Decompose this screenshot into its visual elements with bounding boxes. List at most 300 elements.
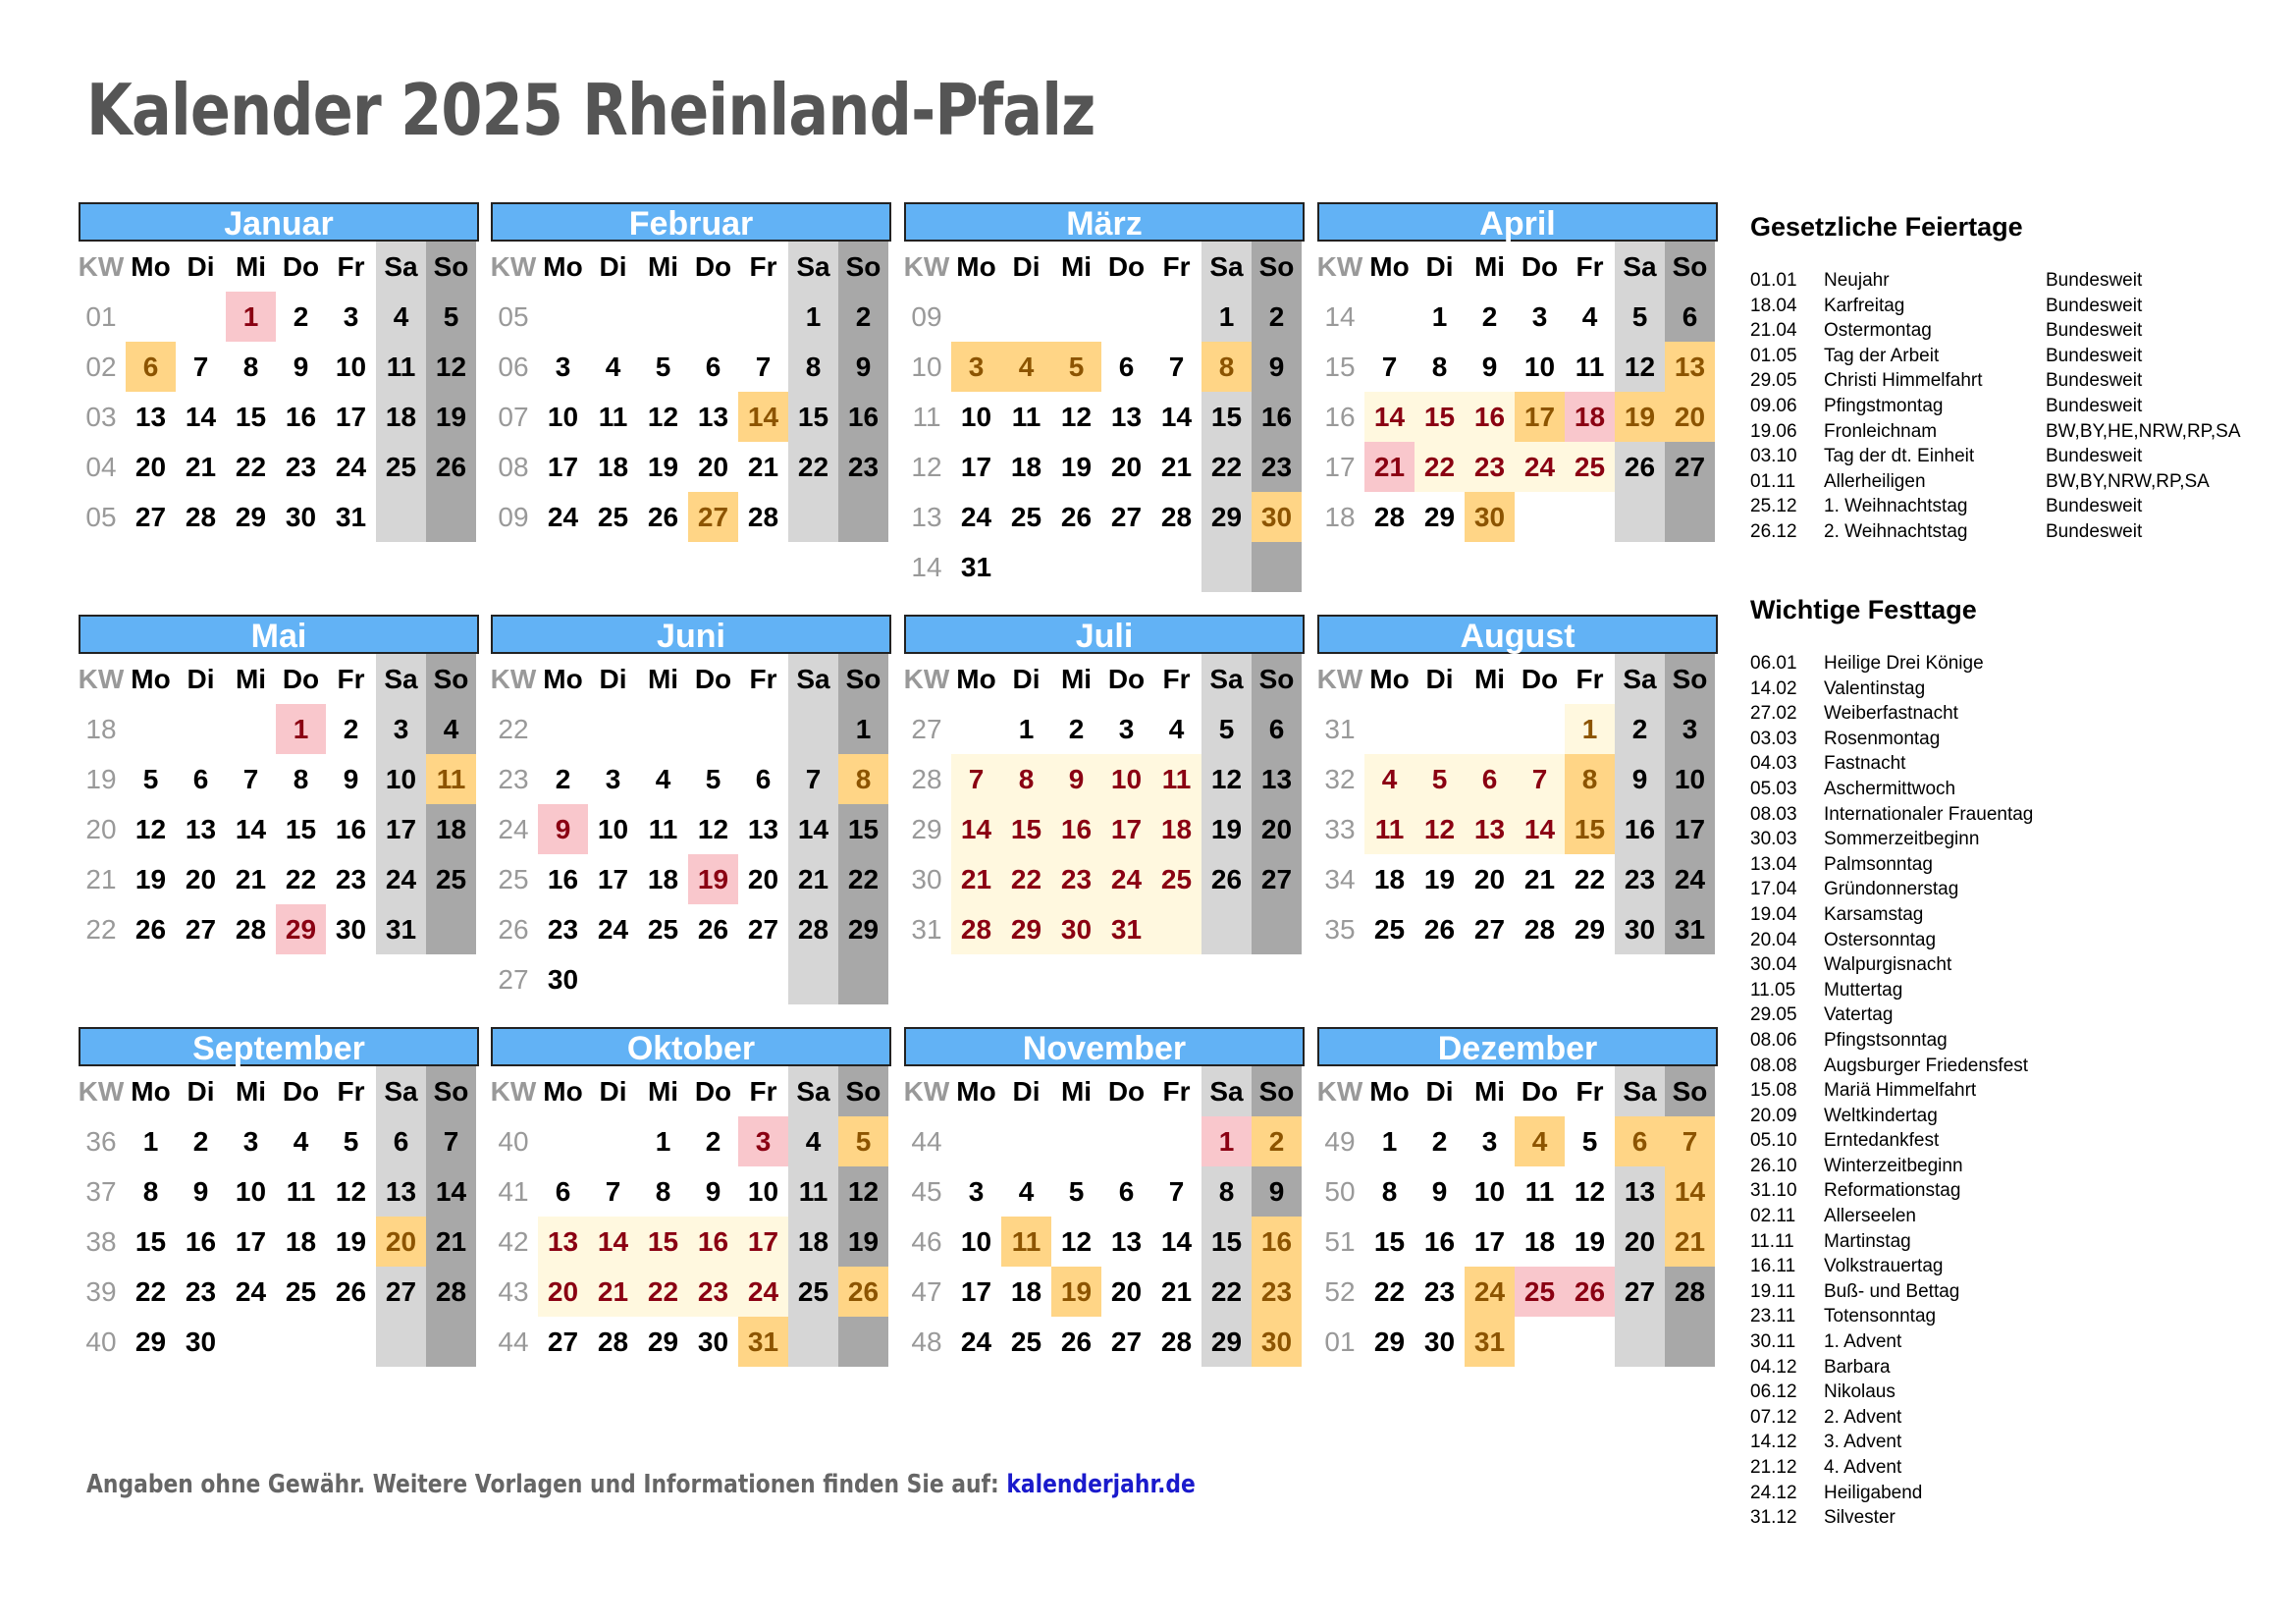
feiertag-region: Bundesweit	[2046, 270, 2143, 291]
weekday-header: Mi	[1473, 250, 1506, 282]
festtag-name: Vatertag	[1824, 1004, 1894, 1026]
weekday-header: KW	[1316, 250, 1363, 282]
day-cell: 17	[1473, 1225, 1506, 1257]
day-cell: 15	[1415, 392, 1465, 442]
day-cell: 23	[838, 442, 888, 492]
day-cell: 4	[1364, 754, 1415, 804]
festtag-date: 17.04	[1750, 879, 1797, 900]
festtag-row	[1750, 1204, 2280, 1229]
day-cell: 2	[343, 713, 359, 744]
festtag-date: 05.03	[1750, 778, 1797, 799]
day-cell: 14	[426, 1166, 476, 1217]
month-9	[79, 1027, 479, 1367]
day-cell: 14	[738, 392, 788, 442]
festtag-row	[1750, 802, 2280, 828]
day-cell: 2	[705, 1125, 721, 1157]
day-cell: 6	[1118, 1175, 1135, 1207]
weekday-header: Mi	[647, 1075, 679, 1107]
day-cell: 9	[343, 763, 359, 794]
day-cell: 20	[747, 863, 779, 894]
day-cell: 15	[1201, 392, 1252, 442]
day-cell: 12	[1060, 1225, 1093, 1257]
weekday-header: Do	[282, 1075, 320, 1107]
festtag-row	[1750, 1329, 2280, 1355]
day-cell: 27	[747, 913, 779, 945]
day-cell: 10	[1101, 754, 1151, 804]
day-cell: 1	[655, 1125, 671, 1157]
day-cell: 28	[1373, 501, 1406, 532]
day-cell: 20	[376, 1217, 426, 1267]
day-cell: 2	[293, 300, 309, 332]
week-number: 40	[85, 1326, 117, 1357]
day-cell	[951, 292, 1001, 342]
weekday-header: Mo	[956, 1075, 996, 1107]
feiertag-name: Karfreitag	[1824, 295, 1905, 316]
weekday-header: KW	[903, 1075, 950, 1107]
day-cell: 30	[1252, 1317, 1302, 1367]
week-number: 44	[911, 1125, 942, 1157]
weekday-header: Mo	[543, 1075, 583, 1107]
day-cell: 23	[335, 863, 367, 894]
day-cell: 25	[1515, 1267, 1565, 1317]
day-cell: 10	[747, 1175, 779, 1207]
day-cell: 9	[538, 804, 588, 854]
feiertag-date: 09.06	[1750, 395, 1797, 416]
week-number: 38	[85, 1225, 117, 1257]
weekday-header: Di	[599, 250, 627, 282]
month-grid	[1315, 242, 1718, 542]
day-cell	[176, 704, 226, 754]
festtag-row	[1750, 1154, 2280, 1179]
weekday-header: Fr	[1162, 663, 1191, 694]
festtag-date: 08.06	[1750, 1029, 1797, 1051]
weekday-header: KW	[903, 250, 950, 282]
day-cell: 3	[1665, 704, 1715, 754]
day-cell	[276, 1317, 326, 1367]
day-cell: 5	[426, 292, 476, 342]
day-cell: 18	[1373, 863, 1406, 894]
festtag-date: 06.12	[1750, 1381, 1797, 1403]
day-cell	[1615, 492, 1665, 542]
weekday-header: Sa	[788, 654, 838, 704]
day-cell: 19	[1423, 863, 1456, 894]
festtag-date: 15.08	[1750, 1080, 1797, 1102]
day-cell	[688, 954, 738, 1004]
day-cell: 1	[1381, 1125, 1398, 1157]
weekday-header: Mo	[1369, 250, 1410, 282]
day-cell: 7	[192, 351, 209, 382]
week-number: 24	[498, 813, 529, 844]
day-cell	[738, 704, 788, 754]
day-cell: 29	[276, 904, 326, 954]
day-cell: 22	[638, 1267, 688, 1317]
day-cell: 18	[376, 392, 426, 442]
week-number: 25	[498, 863, 529, 894]
day-cell	[1665, 492, 1715, 542]
day-cell	[1051, 1116, 1101, 1166]
day-cell: 7	[951, 754, 1001, 804]
week-number: 50	[1324, 1175, 1356, 1207]
day-cell	[1565, 1317, 1615, 1367]
weekday-header: KW	[490, 1075, 537, 1107]
day-cell: 9	[192, 1175, 209, 1207]
day-cell: 15	[1001, 804, 1051, 854]
day-cell: 6	[376, 1116, 426, 1166]
month-3	[904, 202, 1305, 592]
day-cell: 19	[134, 863, 167, 894]
day-cell: 30	[547, 963, 579, 995]
festtag-row	[1750, 1481, 2280, 1506]
day-cell: 3	[1481, 1125, 1498, 1157]
festtag-name: 1. Advent	[1824, 1331, 1902, 1353]
day-cell: 26	[1201, 854, 1252, 904]
day-cell: 11	[376, 342, 426, 392]
day-cell: 21	[235, 863, 267, 894]
festtag-name: Fastnacht	[1824, 753, 1906, 775]
day-cell: 14	[951, 804, 1001, 854]
feiertag-name: Fronleichnam	[1824, 420, 1938, 442]
month-10	[491, 1027, 891, 1367]
day-cell: 7	[755, 351, 772, 382]
day-cell: 10	[235, 1175, 267, 1207]
day-cell: 12	[1615, 342, 1665, 392]
day-cell: 17	[1515, 392, 1565, 442]
day-cell: 9	[1252, 342, 1302, 392]
weekday-header: Di	[187, 663, 215, 694]
festtag-name: Martinstag	[1824, 1230, 1911, 1252]
day-cell: 15	[235, 401, 267, 432]
day-cell: 1	[276, 704, 326, 754]
day-cell: 13	[1465, 804, 1515, 854]
day-cell: 27	[376, 1267, 426, 1317]
feiertag-date: 18.04	[1750, 295, 1797, 316]
week-number: 32	[1324, 763, 1356, 794]
footer	[86, 1470, 1196, 1499]
day-cell: 21	[1160, 451, 1193, 482]
day-cell	[1252, 542, 1302, 592]
day-cell: 6	[1665, 292, 1715, 342]
day-cell: 22	[788, 442, 838, 492]
month-8	[1317, 615, 1718, 954]
day-cell: 31	[1465, 1317, 1515, 1367]
weekday-header: Sa	[376, 242, 426, 292]
day-cell: 18	[285, 1225, 317, 1257]
weekday-header: Di	[1425, 1075, 1454, 1107]
day-cell: 22	[1574, 863, 1606, 894]
weekday-header: Do	[694, 250, 732, 282]
festtag-row	[1750, 1405, 2280, 1431]
day-cell: 15	[1201, 1217, 1252, 1267]
day-cell: 12	[134, 813, 167, 844]
weekday-header: Fr	[1575, 1075, 1604, 1107]
weekday-header: Do	[1107, 663, 1146, 694]
week-number: 27	[911, 713, 942, 744]
day-cell: 27	[1110, 501, 1143, 532]
week-number: 35	[1324, 913, 1356, 945]
day-cell: 20	[185, 863, 217, 894]
festtag-name: Walpurgisnacht	[1824, 954, 1952, 976]
day-cell: 25	[1565, 442, 1615, 492]
day-cell: 3	[951, 342, 1001, 392]
day-cell: 6	[192, 763, 209, 794]
weekday-header: Mo	[543, 663, 583, 694]
day-cell: 19	[335, 1225, 367, 1257]
weekday-header: Sa	[376, 1066, 426, 1116]
day-cell: 27	[185, 913, 217, 945]
day-cell: 11	[426, 754, 476, 804]
day-cell: 10	[1523, 351, 1556, 382]
festtag-row	[1750, 1028, 2280, 1054]
festtag-date: 16.11	[1750, 1256, 1796, 1277]
month-6	[491, 615, 891, 1004]
day-cell: 13	[134, 401, 167, 432]
day-cell: 26	[697, 913, 729, 945]
day-cell	[1515, 492, 1565, 542]
festtag-row	[1750, 1455, 2280, 1481]
day-cell	[638, 292, 688, 342]
day-cell: 22	[285, 863, 317, 894]
day-cell: 9	[838, 342, 888, 392]
month-grid	[902, 1066, 1305, 1367]
week-number: 27	[498, 963, 529, 995]
week-number: 14	[1324, 300, 1356, 332]
festtag-name: Volkstrauertag	[1824, 1256, 1944, 1277]
day-cell: 23	[1051, 854, 1101, 904]
day-cell: 27	[688, 492, 738, 542]
day-cell	[1051, 292, 1101, 342]
festtag-name: Allerseelen	[1824, 1206, 1916, 1227]
day-cell	[1364, 704, 1415, 754]
day-cell: 24	[376, 854, 426, 904]
day-cell: 31	[335, 501, 367, 532]
day-cell	[1201, 904, 1252, 954]
day-cell	[426, 1317, 476, 1367]
day-cell: 15	[788, 392, 838, 442]
weekday-header: Mo	[956, 250, 996, 282]
festtag-row	[1750, 1355, 2280, 1380]
day-cell: 11	[1364, 804, 1415, 854]
day-cell: 28	[597, 1326, 629, 1357]
day-cell	[1151, 542, 1201, 592]
day-cell	[538, 1116, 588, 1166]
weekday-header: KW	[1316, 1075, 1363, 1107]
weekday-header: Di	[187, 250, 215, 282]
weekday-header: KW	[1316, 663, 1363, 694]
day-cell: 4	[293, 1125, 309, 1157]
day-cell: 28	[1160, 1326, 1193, 1357]
feiertag-region: Bundesweit	[2046, 320, 2143, 342]
festtag-name: Heilige Drei Könige	[1824, 653, 1984, 674]
festtag-date: 26.10	[1750, 1155, 1797, 1176]
day-cell: 9	[1252, 1166, 1302, 1217]
day-cell	[426, 904, 476, 954]
day-cell: 4	[1515, 1116, 1565, 1166]
day-cell: 9	[1481, 351, 1498, 382]
day-cell: 8	[838, 754, 888, 804]
festtag-date: 31.10	[1750, 1180, 1797, 1202]
week-number: 06	[498, 351, 529, 382]
festtag-row	[1750, 827, 2280, 852]
day-cell: 21	[588, 1267, 638, 1317]
festtag-date: 27.02	[1750, 703, 1797, 725]
month-name: Januar	[79, 202, 479, 242]
day-cell: 11	[1011, 401, 1041, 432]
day-cell: 22	[1201, 1267, 1252, 1317]
day-cell: 8	[293, 763, 309, 794]
day-cell: 7	[1515, 754, 1565, 804]
day-cell: 28	[951, 904, 1001, 954]
day-cell	[588, 292, 638, 342]
feiertag-region: Bundesweit	[2046, 345, 2143, 366]
day-cell: 25	[1010, 501, 1042, 532]
day-cell	[1665, 1317, 1715, 1367]
day-cell: 20	[1615, 1217, 1665, 1267]
day-cell	[538, 704, 588, 754]
day-cell: 4	[1018, 1175, 1035, 1207]
day-cell: 23	[1423, 1275, 1456, 1307]
festtag-date: 04.03	[1750, 753, 1797, 775]
day-cell: 29	[1201, 1317, 1252, 1367]
weekday-header: Mo	[543, 250, 583, 282]
day-cell: 27	[1615, 1267, 1665, 1317]
weekday-header: So	[1252, 1066, 1302, 1116]
day-cell: 13	[185, 813, 217, 844]
day-cell: 26	[1060, 1326, 1093, 1357]
day-cell	[426, 492, 476, 542]
festtag-row	[1750, 1078, 2280, 1104]
day-cell: 25	[647, 913, 679, 945]
day-cell: 14	[1364, 392, 1415, 442]
weekday-header: Mi	[235, 250, 267, 282]
weekday-header: Do	[282, 250, 320, 282]
day-cell: 21	[185, 451, 217, 482]
day-cell	[788, 704, 838, 754]
weekday-header: Mo	[131, 1075, 171, 1107]
festtag-row	[1750, 751, 2280, 777]
weekday-header: So	[1665, 1066, 1715, 1116]
weekday-header: Sa	[1201, 654, 1252, 704]
day-cell	[638, 704, 688, 754]
day-cell: 23	[1252, 1267, 1302, 1317]
day-cell: 16	[688, 1217, 738, 1267]
day-cell: 6	[755, 763, 772, 794]
day-cell: 18	[1565, 392, 1615, 442]
day-cell: 1	[1431, 300, 1448, 332]
day-cell: 22	[1415, 442, 1465, 492]
wichtige-festtage-title: Wichtige Festtage	[1750, 595, 1977, 624]
month-1	[79, 202, 479, 542]
day-cell: 1	[1201, 292, 1252, 342]
month-name: Dezember	[1317, 1027, 1718, 1066]
week-number: 46	[911, 1225, 942, 1257]
day-cell: 22	[1201, 442, 1252, 492]
day-cell	[1364, 292, 1415, 342]
month-grid	[489, 1066, 891, 1367]
day-cell: 27	[1473, 913, 1506, 945]
day-cell: 13	[1110, 401, 1143, 432]
day-cell: 24	[738, 1267, 788, 1317]
week-number: 39	[85, 1275, 117, 1307]
day-cell: 30	[1051, 904, 1101, 954]
day-cell: 11	[1524, 1175, 1555, 1207]
feiertag-row	[1750, 444, 2280, 469]
day-cell: 17	[960, 1275, 992, 1307]
weekday-header: Fr	[337, 250, 365, 282]
festtag-date: 21.12	[1750, 1457, 1797, 1478]
week-number: 04	[85, 451, 117, 482]
day-cell	[1515, 704, 1565, 754]
day-cell: 16	[335, 813, 367, 844]
day-cell: 20	[1110, 1275, 1143, 1307]
weekday-header: So	[838, 1066, 888, 1116]
day-cell: 18	[1010, 1275, 1042, 1307]
day-cell: 2	[1252, 292, 1302, 342]
day-cell: 11	[286, 1175, 316, 1207]
day-cell: 1	[1565, 704, 1615, 754]
day-cell: 10	[597, 813, 629, 844]
day-cell: 26	[1423, 913, 1456, 945]
festtag-row	[1750, 902, 2280, 928]
day-cell	[1101, 542, 1151, 592]
day-cell: 28	[1665, 1267, 1715, 1317]
day-cell	[588, 1116, 638, 1166]
festtag-name: Augsburger Friedensfest	[1824, 1055, 2029, 1076]
day-cell: 25	[285, 1275, 317, 1307]
weekday-header: Mi	[647, 663, 679, 694]
feiertag-row	[1750, 494, 2280, 519]
festtag-date: 31.12	[1750, 1507, 1797, 1529]
day-cell	[1615, 1317, 1665, 1367]
weekday-header: Mi	[235, 663, 267, 694]
day-cell: 7	[242, 763, 259, 794]
day-cell: 3	[605, 763, 621, 794]
feiertag-region: Bundesweit	[2046, 395, 2143, 416]
footer-link[interactable]: kalenderjahr.de	[1006, 1470, 1196, 1499]
day-cell: 20	[1110, 451, 1143, 482]
weekday-header: Do	[1521, 250, 1559, 282]
festtag-date: 06.01	[1750, 653, 1797, 674]
day-cell: 26	[1615, 442, 1665, 492]
day-cell: 20	[697, 451, 729, 482]
month-grid	[77, 654, 479, 954]
day-cell: 17	[597, 863, 629, 894]
festtag-name: Totensonntag	[1824, 1306, 1937, 1327]
day-cell: 30	[697, 1326, 729, 1357]
gesetzliche-feiertage-panel	[1750, 212, 2280, 545]
day-cell: 24	[1465, 1267, 1515, 1317]
day-cell: 12	[1060, 401, 1093, 432]
day-cell: 25	[1373, 913, 1406, 945]
week-number: 31	[911, 913, 942, 945]
day-cell: 29	[134, 1326, 167, 1357]
day-cell: 8	[1201, 342, 1252, 392]
day-cell: 7	[605, 1175, 621, 1207]
feiertag-region: Bundesweit	[2046, 370, 2143, 392]
weekday-header: So	[838, 242, 888, 292]
day-cell: 21	[747, 451, 779, 482]
day-cell: 4	[655, 763, 671, 794]
day-cell: 20	[1473, 863, 1506, 894]
festtag-row	[1750, 651, 2280, 677]
day-cell: 18	[426, 804, 476, 854]
weekday-header: Fr	[749, 1075, 777, 1107]
week-number: 43	[498, 1275, 529, 1307]
week-number: 51	[1324, 1225, 1356, 1257]
day-cell: 29	[1201, 492, 1252, 542]
day-cell: 18	[597, 451, 629, 482]
month-4	[1317, 202, 1718, 542]
day-cell: 23	[688, 1267, 738, 1317]
